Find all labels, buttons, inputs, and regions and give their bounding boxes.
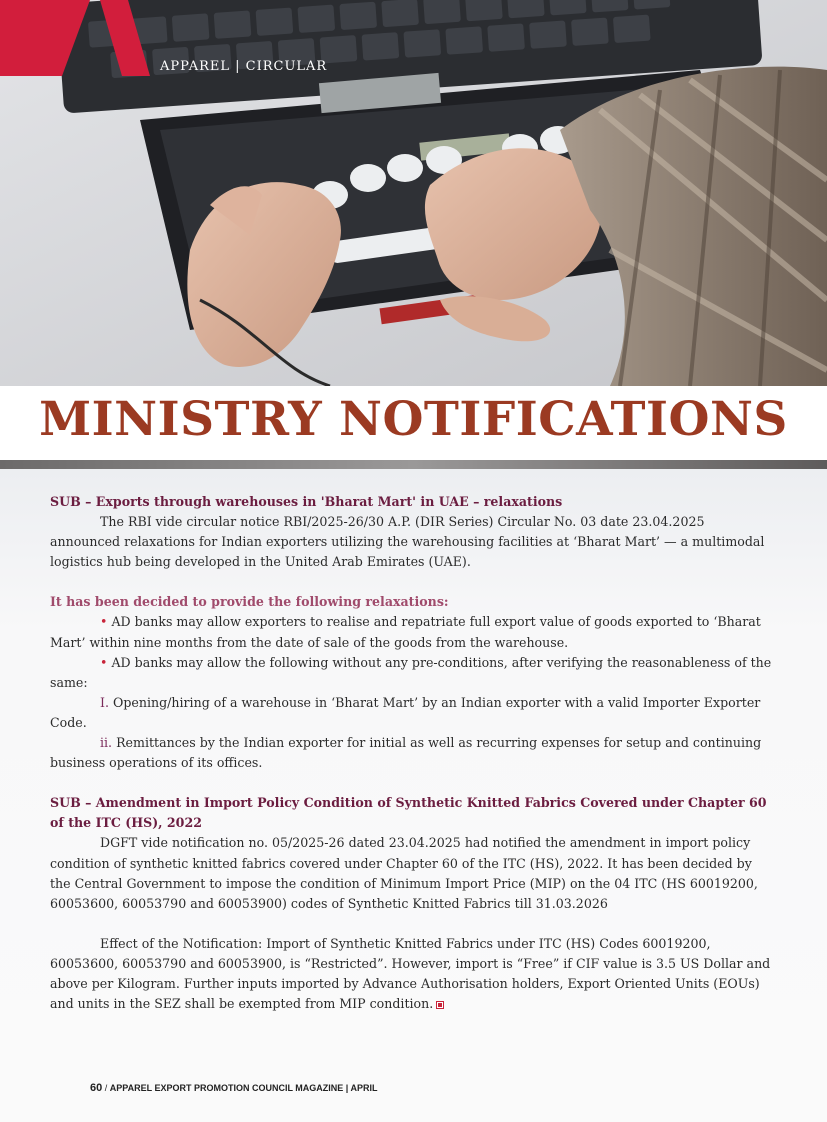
bullet-marker: •: [100, 654, 108, 670]
footer-separator: /: [104, 1083, 108, 1093]
bullet-item: • AD banks may allow the following without any pre-conditions, after verifying the reasonableness of the same:: [50, 654, 772, 690]
sub-item-marker: I.: [100, 694, 109, 710]
bullet-marker: •: [100, 614, 108, 630]
relaxations-heading: It has been decided to provide the following relaxations:: [50, 594, 449, 610]
bullet-item: • AD banks may allow exporters to realise and repatriate full export value of goods exported to ‘Bharat Mart’ within nine months from the date of sale of the goods from the warehouse.: [50, 614, 761, 650]
article-body: [50, 492, 776, 1014]
page-number: 60: [90, 1082, 103, 1094]
footer-text: APPAREL EXPORT PROMOTION COUNCIL MAGAZINE | APRIL: [109, 1083, 378, 1093]
sub-item: I. Opening/hiring of a warehouse in ‘Bharat Mart’ by an Indian exporter with a valid Importer Exporter Code.: [50, 694, 761, 730]
section2-paragraph: DGFT vide notification no. 05/2025-26 dated 23.04.2025 had notified the amendment in import policy condition of synthetic knitted fabrics covered under Chapter 60 of the ITC (HS), 2022. It has been decided by the Central Government to impose the condition of Minimum Import Price (MIP) on the 04 ITC (HS 60019200, 60053600, 60053790 and 60053900) codes of Synthetic Knitted Fabrics till 31.03.2026: [50, 835, 758, 911]
section1-subject: SUB – Exports through warehouses in 'Bharat Mart' in UAE – relaxations: [50, 494, 563, 509]
section1-intro: The RBI vide circular notice RBI/2025-26/30 A.P. (DIR Series) Circular No. 03 date 23.04.2025 announced relaxations for Indian exporters utilizing the warehousing facilities at ‘Bharat Mart’ — a multimodal logistics hub being developed in the United Arab Emirates (UAE).: [50, 514, 765, 570]
end-of-article-icon: [436, 1001, 444, 1009]
section2-paragraph: Effect of the Notification: Import of Synthetic Knitted Fabrics under ITC (HS) Codes 60019200, 60053600, 60053790 and 60053900, is “Restricted”. However, import is “Free” if CIF value is 3.5 US Dollar and above per Kilogram. Further inputs imported by Advance Authorisation holders, Export Oriented Units (EOUs) and units in the SEZ shall be exempted from MIP condition.: [50, 935, 771, 1012]
hero-photo: [0, 0, 827, 386]
title-divider-strip: [0, 460, 827, 469]
page-title: MINISTRY NOTIFICATIONS: [39, 392, 788, 447]
sub-item: ii. Remittances by the Indian exporter for initial as well as recurring expenses for setup and continuing business operations of its offices.: [50, 735, 762, 771]
brand-corner-mark: [0, 0, 150, 76]
page-footer: [90, 1082, 378, 1094]
sub-item-marker: ii.: [100, 735, 113, 751]
section2-subject: SUB – Amendment in Import Policy Condition of Synthetic Knitted Fabrics Covered under Chapter 60 of the ITC (HS), 2022: [50, 795, 767, 831]
section-label: APPAREL | CIRCULAR: [160, 59, 328, 74]
